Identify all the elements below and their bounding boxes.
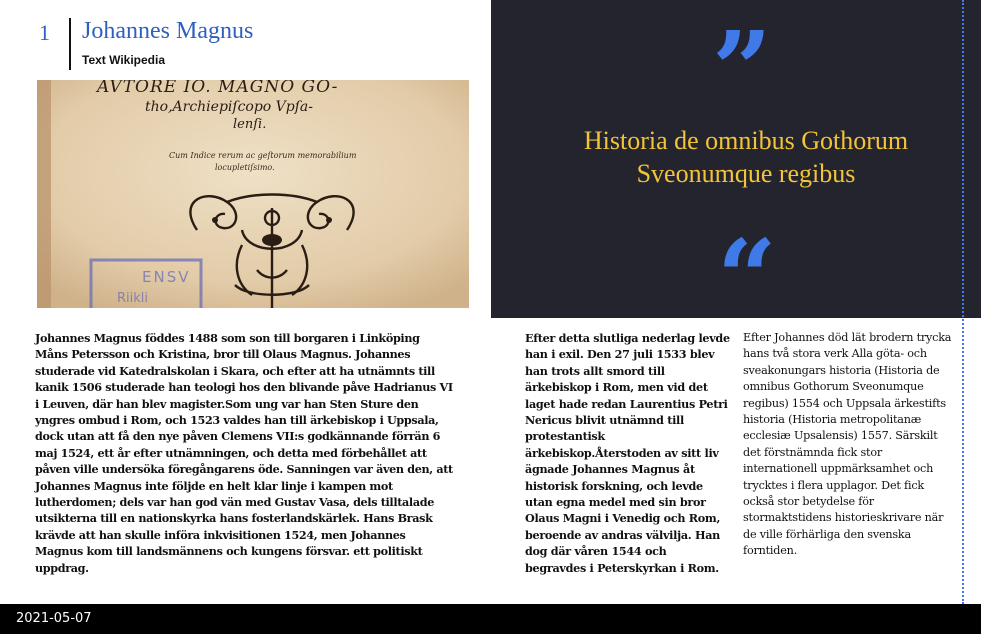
body-column-3: Efter Johannes död lät brodern trycka hans två stora verk Alla göta- och sveakonungars historia (Historia de omnibus Gothorum Sveonumque regibus) 1554 och Uppsala ärkestifts historia (Historia metropolitanæ ecclesiæ Upsalensis) 1557. Särskilt det förstnämnda fick stor internationell uppmärksamhet och trycktes i flera upplagor. Det fick också stor betydelse för stormaktstidens historieskrivare när de ville förhärliga den svenska forntiden.: [743, 331, 952, 558]
footer-bar: [0, 604, 981, 634]
scan-line-4: Cum Indice rerum ac geſtorum memorabilium: [169, 151, 357, 160]
dotted-margin-rule: [962, 0, 964, 604]
source-subtitle: Text Wikipedia: [82, 53, 166, 67]
title-page-scan: [37, 80, 469, 308]
pull-quote: [511, 124, 981, 190]
scan-line-5: locupletiſsimo.: [215, 163, 275, 172]
title-page-illustration: [37, 80, 469, 308]
body-column-2: Efter detta slutliga nederlag levde han i exil. Den 27 juli 1533 blev han trots allt smord till ärkebiskop i Rom, men vid det laget hade redan Laurentius Petri Nericus blivit utnämnd till protestantisk ärkebiskop.Återstoden av sitt liv ägnade Johannes Magnus åt historisk forskning, och levde utan egna medel med sin bror Olaus Magni i Venedig och Rom, beroende av andras välvilja. Han dog där våren 1544 och begravdes i Peterskyrkan i Rom.: [525, 331, 730, 575]
body-column-1: Johannes Magnus föddes 1488 som son till borgaren i Linköping Måns Petersson och Kristina, bror till Olaus Magnus. Johannes studerade vid Katedralskolan i Skara, och efter att ha utnämnts till kanik 1506 studerade han teologi hos den blivande påve Hadrianus VI i Leuven, där han blev magister.Som ung var han Sten Sture den yngres ombud i Rom, och 1523 valdes han till ärkebiskop i Uppsala, dock utan att få den nye påven Clemens VII:s godkännande förrän 6 maj 1524, ett år efter utnämningen, och detta med förbehållet att påven ville undersöka föregångarens öde. Sanningen var även den, att Johannes Magnus inte följde en helt klar linje i kampen mot lutherdomen; dels var han god vän med Gustav Vasa, dels tilltalade utsikterna till en nationskyrka hans fosterlandskärlek. Hans Brask krävde att han skulle införa inkvisitionen 1524, men Johannes Magnus kom till landsmännens och kungens försvar. ett politiskt uppdrag.: [35, 331, 453, 575]
scan-line-1: AVTORE IO. MAGNO GO-: [97, 80, 339, 97]
footer-date: 2021-05-07: [16, 611, 92, 626]
pull-quote-line-1: Historia de omnibus Gothorum: [583, 126, 909, 155]
stamp-line-1: ENSV: [142, 268, 191, 286]
quote-panel: [491, 0, 981, 339]
stamp-line-2: Riikli: [117, 291, 149, 306]
page-number: 1: [39, 20, 50, 45]
scan-line-2: tho,Archiepiſcopo Vpſa-: [145, 99, 314, 115]
opening-quote-icon: “: [717, 216, 777, 339]
closing-quote-icon: ”: [712, 8, 772, 131]
header-divider: [69, 18, 71, 70]
scan-line-3: lenſi.: [233, 117, 267, 132]
pull-quote-line-2: Sveonumque regibus: [636, 159, 856, 188]
page-title: Johannes Magnus: [82, 18, 254, 44]
